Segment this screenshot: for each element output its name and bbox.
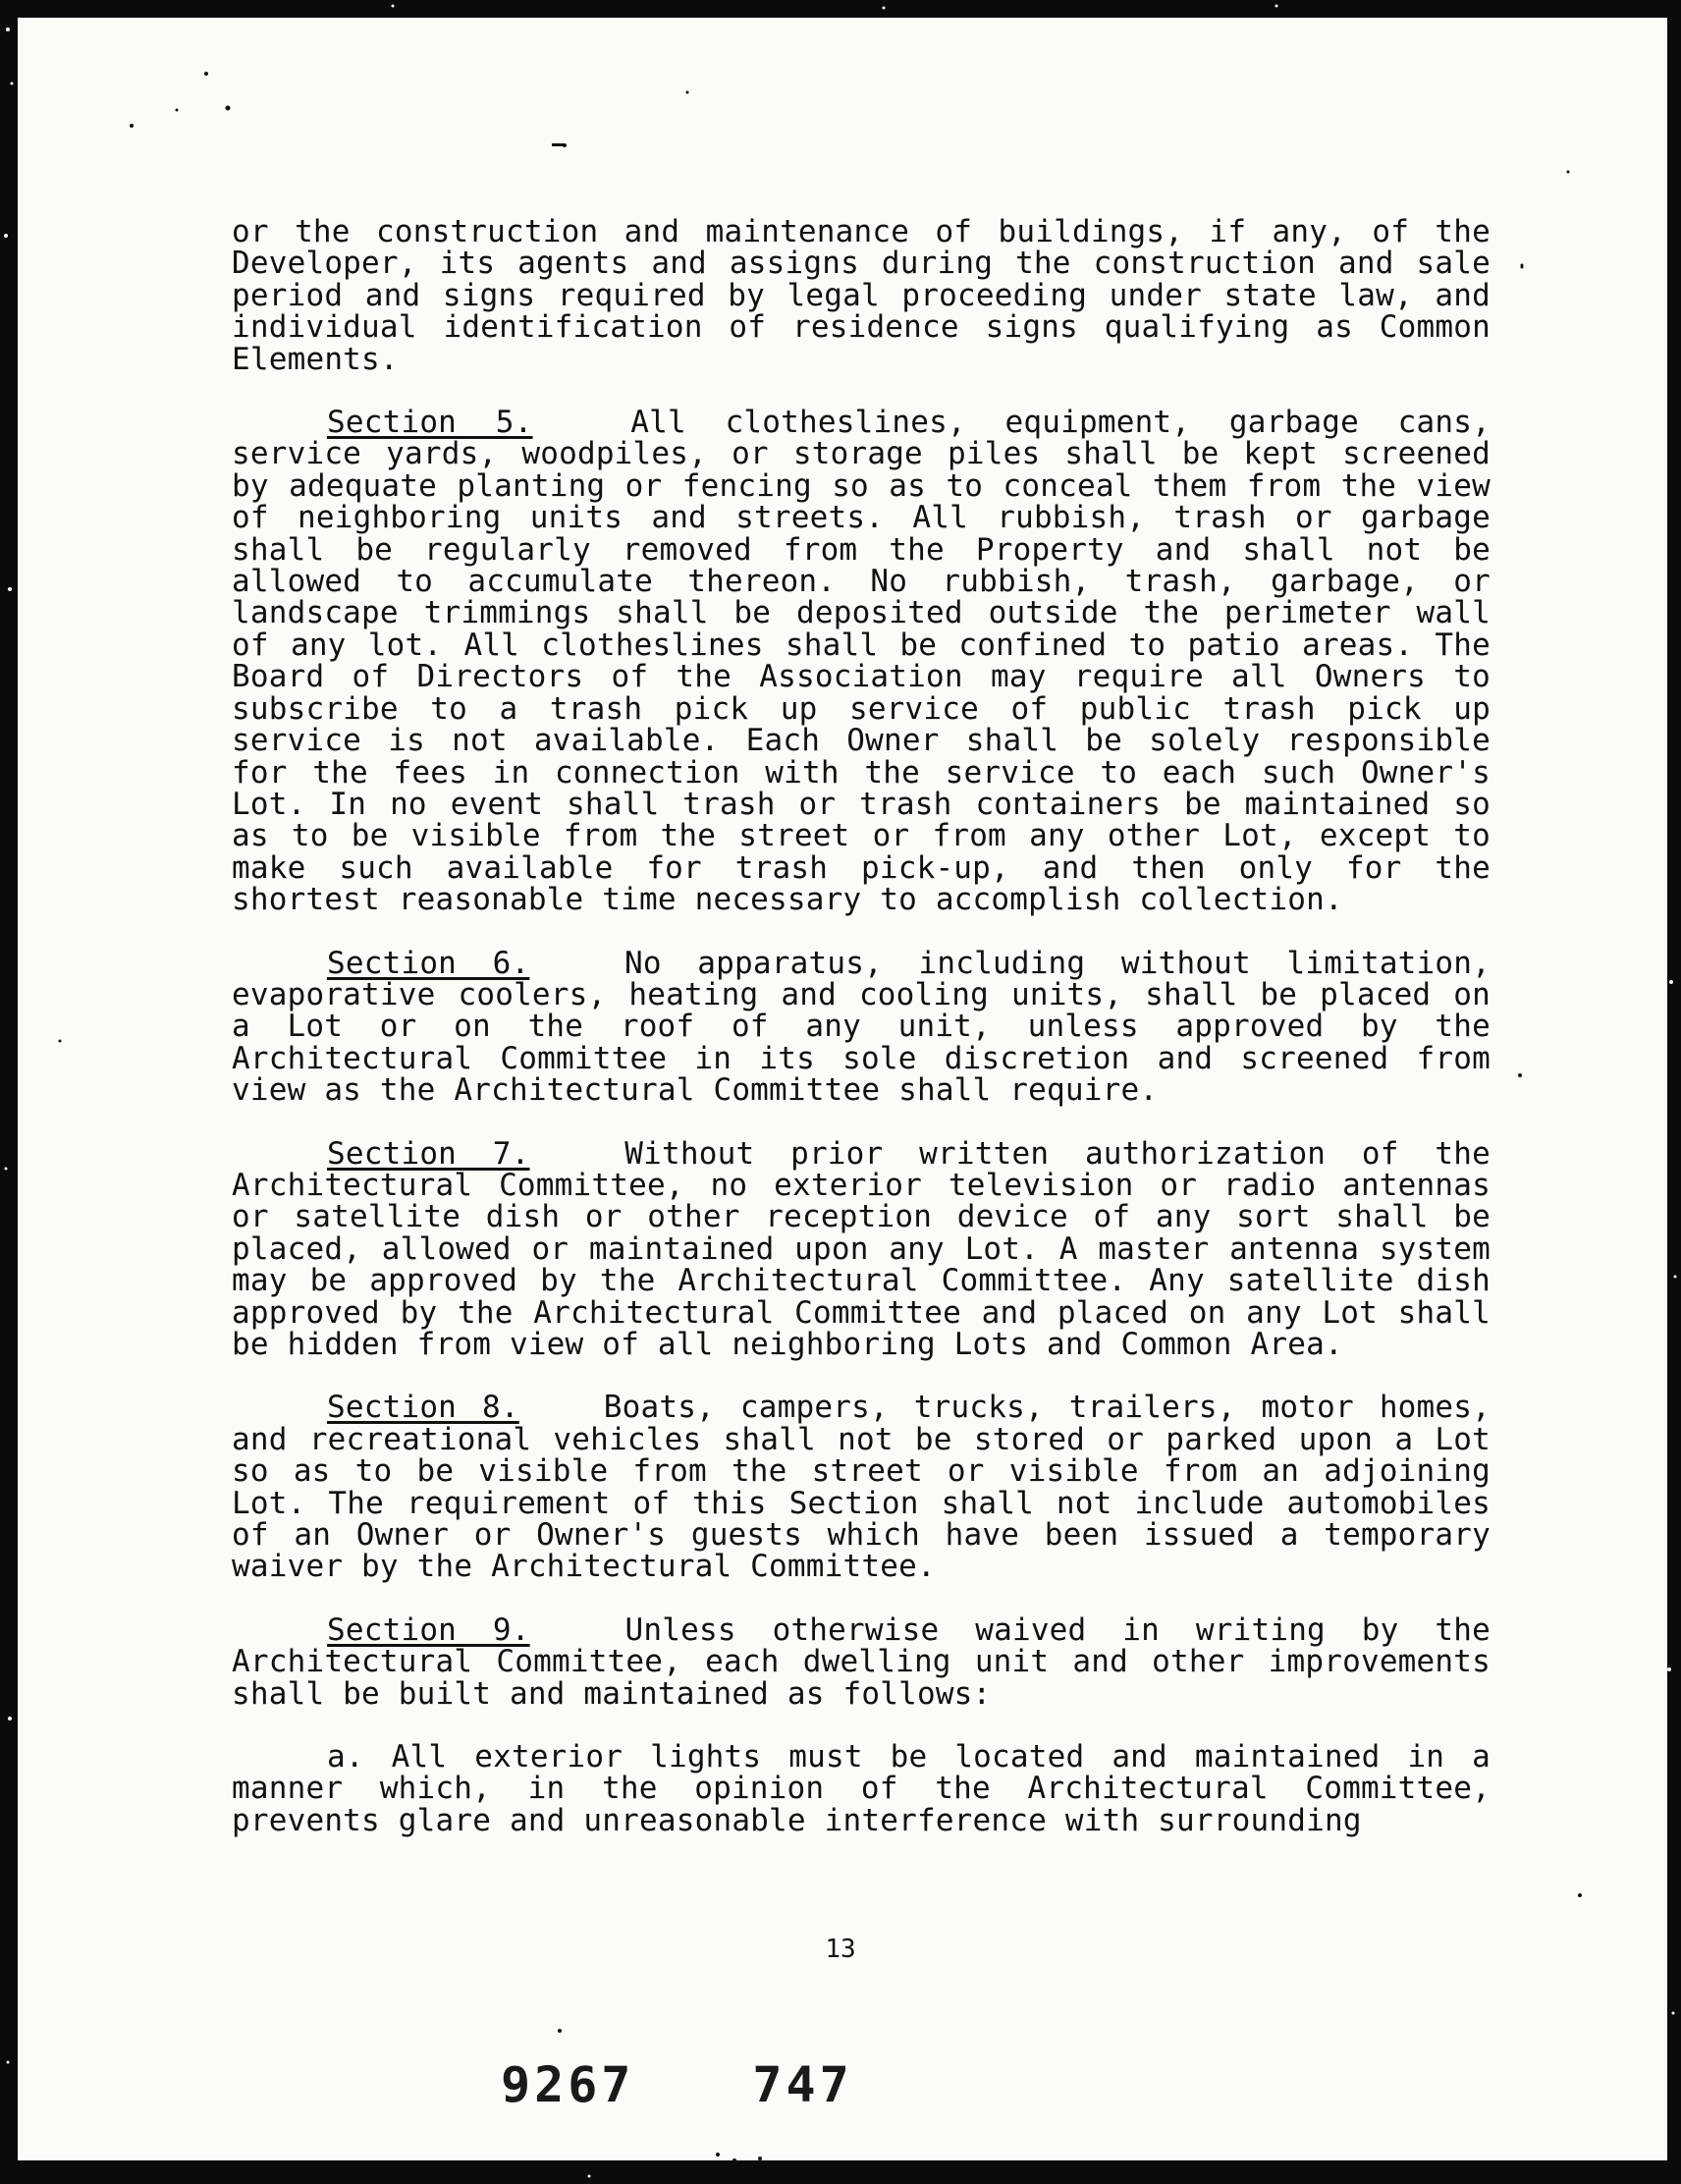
document-body: [232, 216, 1491, 1868]
section-9-heading: Section 9.: [327, 1611, 530, 1648]
intro-paragraph: or the construction and maintenance of buildings, if any, of the Developer, its agents and assigns during the construction and sale period and signs required by legal proceeding under state law, and individual identification of residence signs qualifying as Common Elements.: [232, 214, 1491, 377]
section-6-heading: Section 6.: [327, 945, 530, 981]
section-6-body: No apparatus, including without limitation, evaporative coolers, heating and cooling units, shall be placed on a Lot or on the roof of any unit, unless approved by the Architectural Committee in its sole discretion and screened from view as the Architectural Committee shall require.: [232, 945, 1491, 1109]
document-id-left: 9267: [501, 2056, 635, 2113]
document-id-stamp: [501, 2056, 853, 2113]
section-6: [232, 945, 1491, 1109]
section-7-body: Without prior written authorization of the Architectural Committee, no exterior television or radio antennas or satellite dish or other reception device of any sort shall be placed, allowed or maintained upon any Lot. A master antenna system may be approved by the Architectural Committee. Any satellite dish approved by the Architectural Committee and placed on any Lot shall be hidden from view of all neighboring Lots and Common Area.: [232, 1135, 1491, 1362]
section-9-body: Unless otherwise waived in writing by the Architectural Committee, each dwelling unit and other improvements shall be built and maintained as follows:: [232, 1611, 1491, 1712]
section-8-body: Boats, campers, trucks, trailers, motor homes, and recreational vehicles shall not be stored or parked upon a Lot so as to be visible from the street or visible from an adjoining Lot. The requirement of this Section shall not include automobiles of an Owner or Owner's guests which have been issued a temporary waiver by the Architectural Committee.: [232, 1390, 1491, 1585]
section-8-heading: Section 8.: [327, 1390, 519, 1426]
section-5-heading: Section 5.: [327, 405, 533, 441]
section-5: [232, 407, 1491, 916]
sub-item-a: a. All exterior lights must be located and maintained in a manner which, in the opinion of the Architectural Committee, prevents glare and unreasonable interference with surrounding: [232, 1739, 1491, 1838]
section-8: [232, 1390, 1491, 1585]
section-7-heading: Section 7.: [327, 1135, 530, 1172]
section-7: [232, 1135, 1491, 1362]
section-9: [232, 1611, 1491, 1712]
page-number: 13: [825, 1935, 856, 1964]
document-id-right: 747: [752, 2056, 853, 2113]
section-5-body: All clotheslines, equipment, garbage cans, service yards, woodpiles, or storage piles shall be kept screened by adequate planting or fencing so as to conceal them from the view of neighboring units and streets. All rubbish, trash or garbage shall be regularly removed from the Property and shall not be allowed to accumulate thereon. No rubbish, trash, garbage, or landscape trimmings shall be deposited outside the perimeter wall of any lot. All clotheslines shall be confined to patio areas. The Board of Directors of the Association may require all Owners to subscribe to a trash pick up service of public trash pick up service is not available. Each Owner shall be solely responsible for the fees in connection with the service to each such Owner's Lot. In no event shall trash or trash containers be maintained so as to be visible from the street or from any other Lot, except to make such available for trash pick-up, and then only for the shortest reasonable time necessary to accomplish collection.: [232, 405, 1491, 918]
